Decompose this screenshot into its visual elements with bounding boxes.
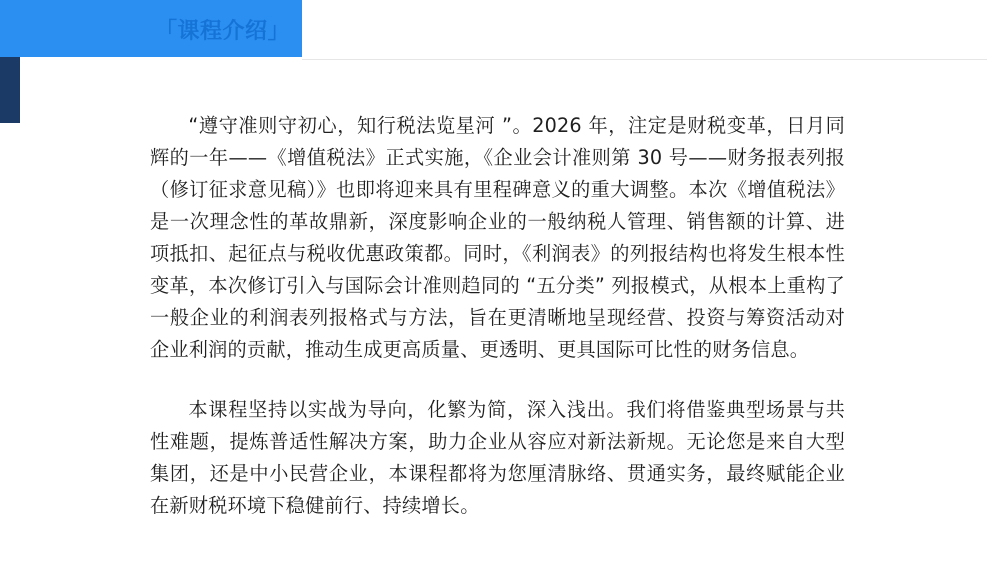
section-title: 「课程介绍」 bbox=[155, 19, 291, 44]
course-intro-body bbox=[150, 110, 845, 522]
intro-paragraph-1: “遵守准则守初心，知行税法览星河 ”。2026 年，注定是财税变革，日月同辉的一年——《增值税法》正式实施，《企业会计准则第 30 号——财务报表列报（修订征求意见稿）》也即将迎来具有里程碑意义的重大调整。本次《增值税法》是一次理念性的革故鼎新，深度影响企业的一般纳税人管理、销售额的计算、进项抵扣、起征点与税收优惠政策都。同时，《利润表》的列报结构也将发生根本性变革，本次修订引入与国际会计准则趋同的 “五分类” 列报模式，从根本上重构了一般企业的利润表列报格式与方法，旨在更清晰地呈现经营、投资与筹资活动对企业利润的贡献，推动生成更高质量、更透明、更具国际可比性的财务信息。 bbox=[150, 114, 845, 361]
header-divider bbox=[302, 59, 987, 60]
intro-paragraph-2: 本课程坚持以实战为导向，化繁为简，深入浅出。我们将借鉴典型场景与共性难题，提炼普适性解决方案，助力企业从容应对新法新规。无论您是来自大型集团，还是中小民营企业，本课程都将为您厘清脉络、贯通实务，最终赋能企业在新财税环境下稳健前行、持续增长。 bbox=[150, 398, 845, 517]
side-accent-bar bbox=[0, 57, 20, 123]
